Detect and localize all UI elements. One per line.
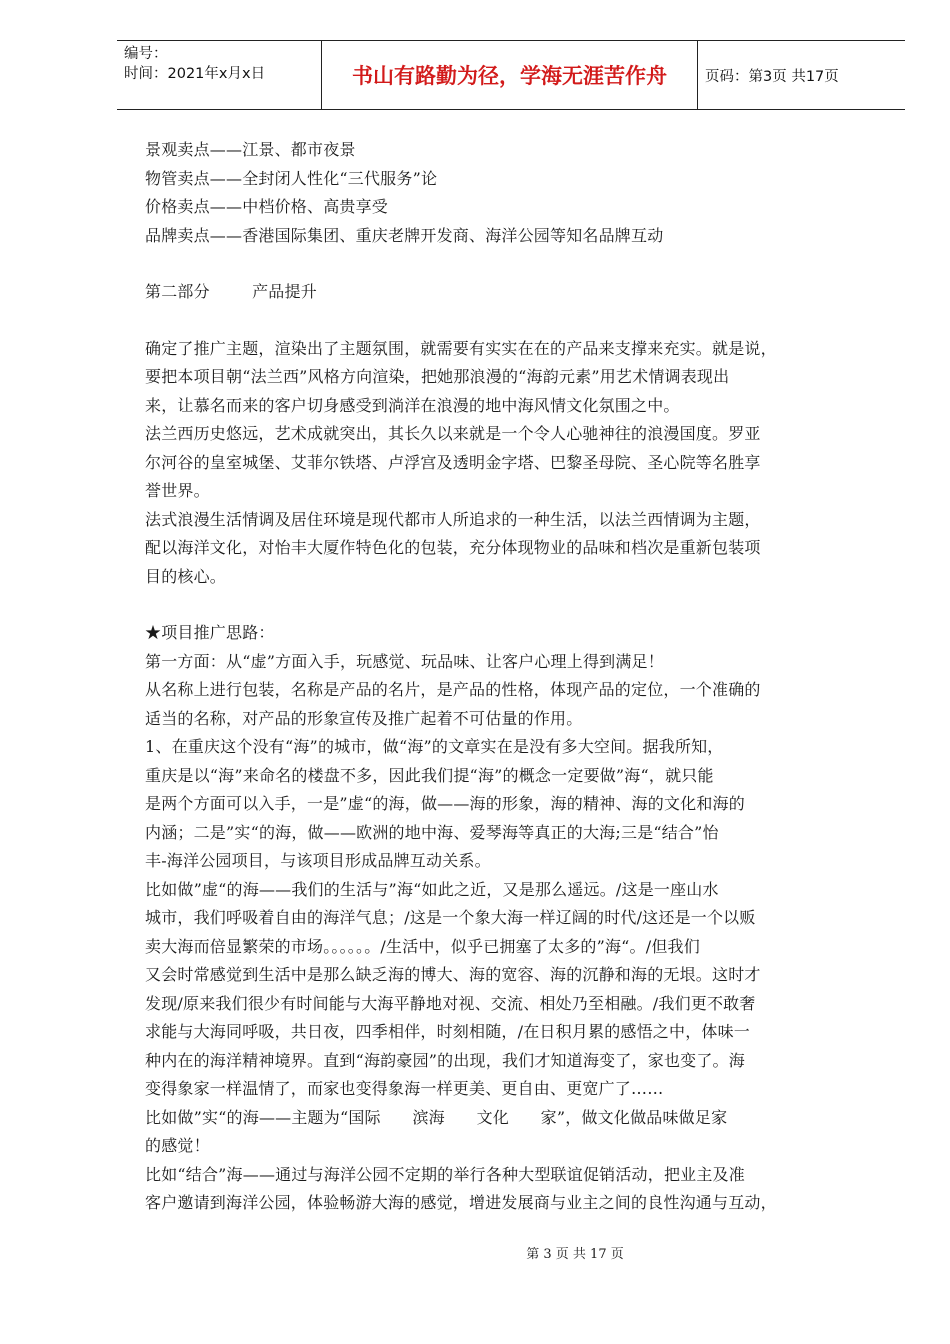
promo-line: 内涵；二是”实“的海，做——欧洲的地中海、爱琴海等真正的大海;三是“结合”怡 [145, 822, 719, 842]
time-label: 时间：2021年x月x日 [124, 66, 266, 82]
page-footer: 第 3 页 共 17 页 [526, 1247, 624, 1262]
promo-line: 丰-海洋公园项目，与该项目形成品牌互动关系。 [145, 851, 491, 870]
promo-line: 从名称上进行包装，名称是产品的名片，是产品的性格，体现产品的定位，一个准确的 [145, 680, 761, 699]
promo-line: 种内在的海洋精神境界。直到“海韵豪园”的出现，我们才知道海变了，家也变了。海 [145, 1050, 745, 1070]
number-label: 编号： [124, 46, 168, 62]
promo-line: 是两个方面可以入手，一是”虚“的海，做——海的形象，海的精神、海的文化和海的 [145, 794, 745, 813]
promo-line: 第一方面：从“虚”方面入手，玩感觉、玩品味、让客户心理上得到满足！ [145, 651, 664, 671]
promo-line: 客户邀请到海洋公园，体验畅游大海的感觉，增进发展商与业主之间的良性沟通与互动， [145, 1193, 777, 1212]
paragraph-line: 配以海洋文化，对怡丰大厦作特色化的包装，充分体现物业的品味和档次是重新包装项 [145, 538, 761, 557]
paragraph [145, 506, 885, 592]
selling-point: 品牌卖点——香港国际集团、重庆老牌开发商、海洋公园等知名品牌互动 [145, 225, 664, 245]
header-motto: 书山有路勤为径，学海无涯苦作舟 [322, 41, 698, 109]
promo-line: 比如做”虚“的海——我们的生活与”海“如此之近，又是那么遥远。/这是一座山水 [145, 879, 719, 899]
promo-line: 城市，我们呼吸着自由的海洋气息；/这是一个象大海一样辽阔的时代/这还是一个以贩 [145, 908, 756, 927]
paragraph-line: 誉世界。 [145, 481, 210, 500]
document-body [145, 136, 885, 1218]
promo-line: 比如做”实“的海——主题为“国际 滨海 文化 家”，做文化做品味做足家 [145, 1107, 728, 1127]
promo-line: 适当的名称，对产品的形象宣传及推广起着不可估量的作用。 [145, 708, 583, 728]
paragraph-line: 来，让慕名而来的客户切身感受到淌洋在浪漫的地中海风情文化氛围之中。 [145, 395, 680, 415]
promo-line: 比如“结合”海——通过与海洋公园不定期的举行各种大型联谊促销活动，把业主及准 [145, 1164, 745, 1184]
paragraph-line: 目的核心。 [145, 566, 227, 586]
promo-line: ★项目推广思路： [145, 623, 275, 642]
paragraph [145, 335, 885, 421]
page-header [117, 40, 905, 110]
selling-point: 景观卖点——江景、都市夜景 [145, 140, 356, 159]
promo-line: 又会时常感觉到生活中是那么缺乏海的博大、海的宽容、海的沉静和海的无垠。这时才 [145, 965, 761, 984]
promo-line: 卖大海而倍显繁荣的市场。。。。。。/生活中，似乎已拥塞了太多的”海“。/但我们 [145, 936, 700, 956]
selling-point: 价格卖点——中档价格、高贵享受 [145, 197, 389, 216]
header-page-info: 页码：第3页 共17页 [705, 68, 839, 85]
section-title: 第二部分 产品提升 [145, 282, 317, 301]
header-meta [117, 41, 322, 109]
promo-line: 的感觉！ [145, 1136, 210, 1155]
paragraph [145, 420, 885, 506]
promo-line: 变得象家一样温情了，而家也变得象海一样更美、更自由、更宽广了…… [145, 1079, 664, 1098]
promo-line: 重庆是以“海”来命名的楼盘不多，因此我们提“海”的概念一定要做”海“，就只能 [145, 765, 714, 785]
selling-points [145, 136, 885, 250]
paragraph-line: 法式浪漫生活情调及居住环境是现代都市人所追求的一种生活，以法兰西情调为主题， [145, 509, 761, 529]
promo-section [145, 619, 885, 1218]
selling-point: 物管卖点——全封闭人性化“三代服务”论 [145, 168, 438, 188]
paragraph-line: 确定了推广主题，渲染出了主题氛围，就需要有实实在在的产品来支撑来充实。就是说， [145, 338, 777, 358]
paragraph-line: 要把本项目朝“法兰西”风格方向渲染，把她那浪漫的“海韵元素”用艺术情调表现出 [145, 367, 730, 386]
promo-line: 求能与大海同呼吸，共日夜，四季相伴，时刻相随，/在日积月累的感悟之中，体味一 [145, 1022, 750, 1041]
paragraph-line: 法兰西历史悠远，艺术成就突出，其长久以来就是一个令人心驰神往的浪漫国度。罗亚 [145, 424, 761, 443]
paragraph-line: 尔河谷的皇室城堡、艾菲尔铁塔、卢浮宫及透明金字塔、巴黎圣母院、圣心院等名胜享 [145, 452, 761, 472]
promo-line: 1、在重庆这个没有“海”的城市，做“海”的文章实在是没有多大空间。据我所知， [145, 737, 724, 756]
promo-line: 发现/原来我们很少有时间能与大海平静地对视、交流、相处乃至相融。/我们更不敢奢 [145, 993, 756, 1013]
